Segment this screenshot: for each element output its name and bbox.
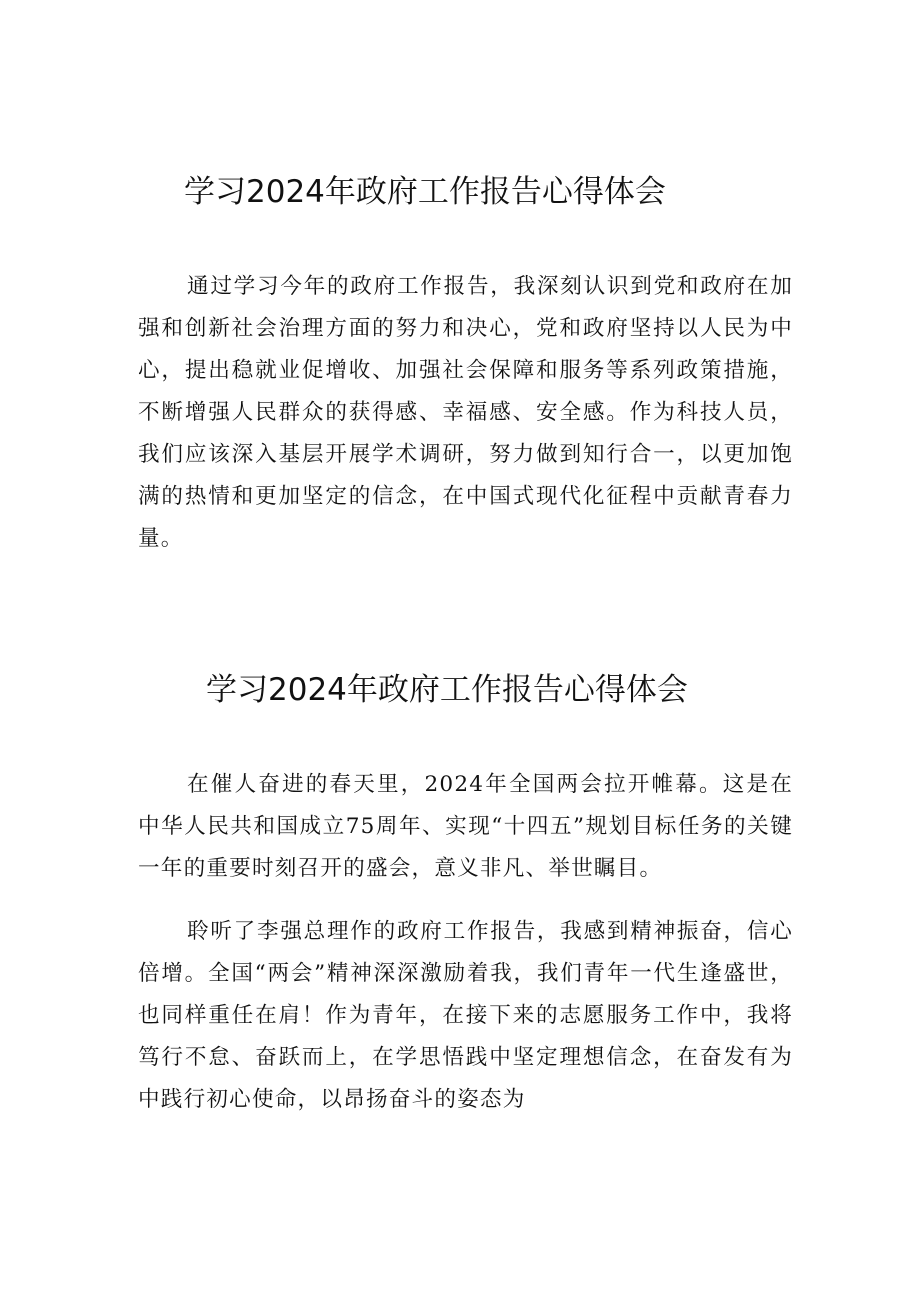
section-2-paragraph-2: 聆听了李强总理作的政府工作报告，我感到精神振奋，信心倍增。全国“两会”精神深深激励着我，我们青年一代生逢盛世，也同样重任在肩！作为青年，在接下来的志愿服务工作中，我将笃行不怠、奋跃而上，在学思悟践中坚定理想信念，在奋发有为中践行初心使命，以昂扬奋斗的姿态为 xyxy=(138,919,793,1112)
section-2-paragraph-1: 在催人奋进的春天里，2024年全国两会拉开帷幕。这是在中华人民共和国成立75周年、实现“十四五”规划目标任务的关键一年的重要时刻召开的盛会，意义非凡、举世瞩目。 xyxy=(138,772,793,881)
section-2-title: 学习2024年政府工作报告心得体会 xyxy=(206,672,688,708)
section-1-title: 学习2024年政府工作报告心得体会 xyxy=(184,174,666,210)
section-1-paragraph-1: 通过学习今年的政府工作报告，我深刻认识到党和政府在加强和创新社会治理方面的努力和决心，党和政府坚持以人民为中心，提出稳就业促增收、加强社会保障和服务等系列政策措施，不断增强人民群众的获得感、幸福感、安全感。作为科技人员，我们应该深入基层开展学术调研，努力做到知行合一，以更加饱满的热情和更加坚定的信念，在中国式现代化征程中贡献青春力量。 xyxy=(138,274,793,551)
